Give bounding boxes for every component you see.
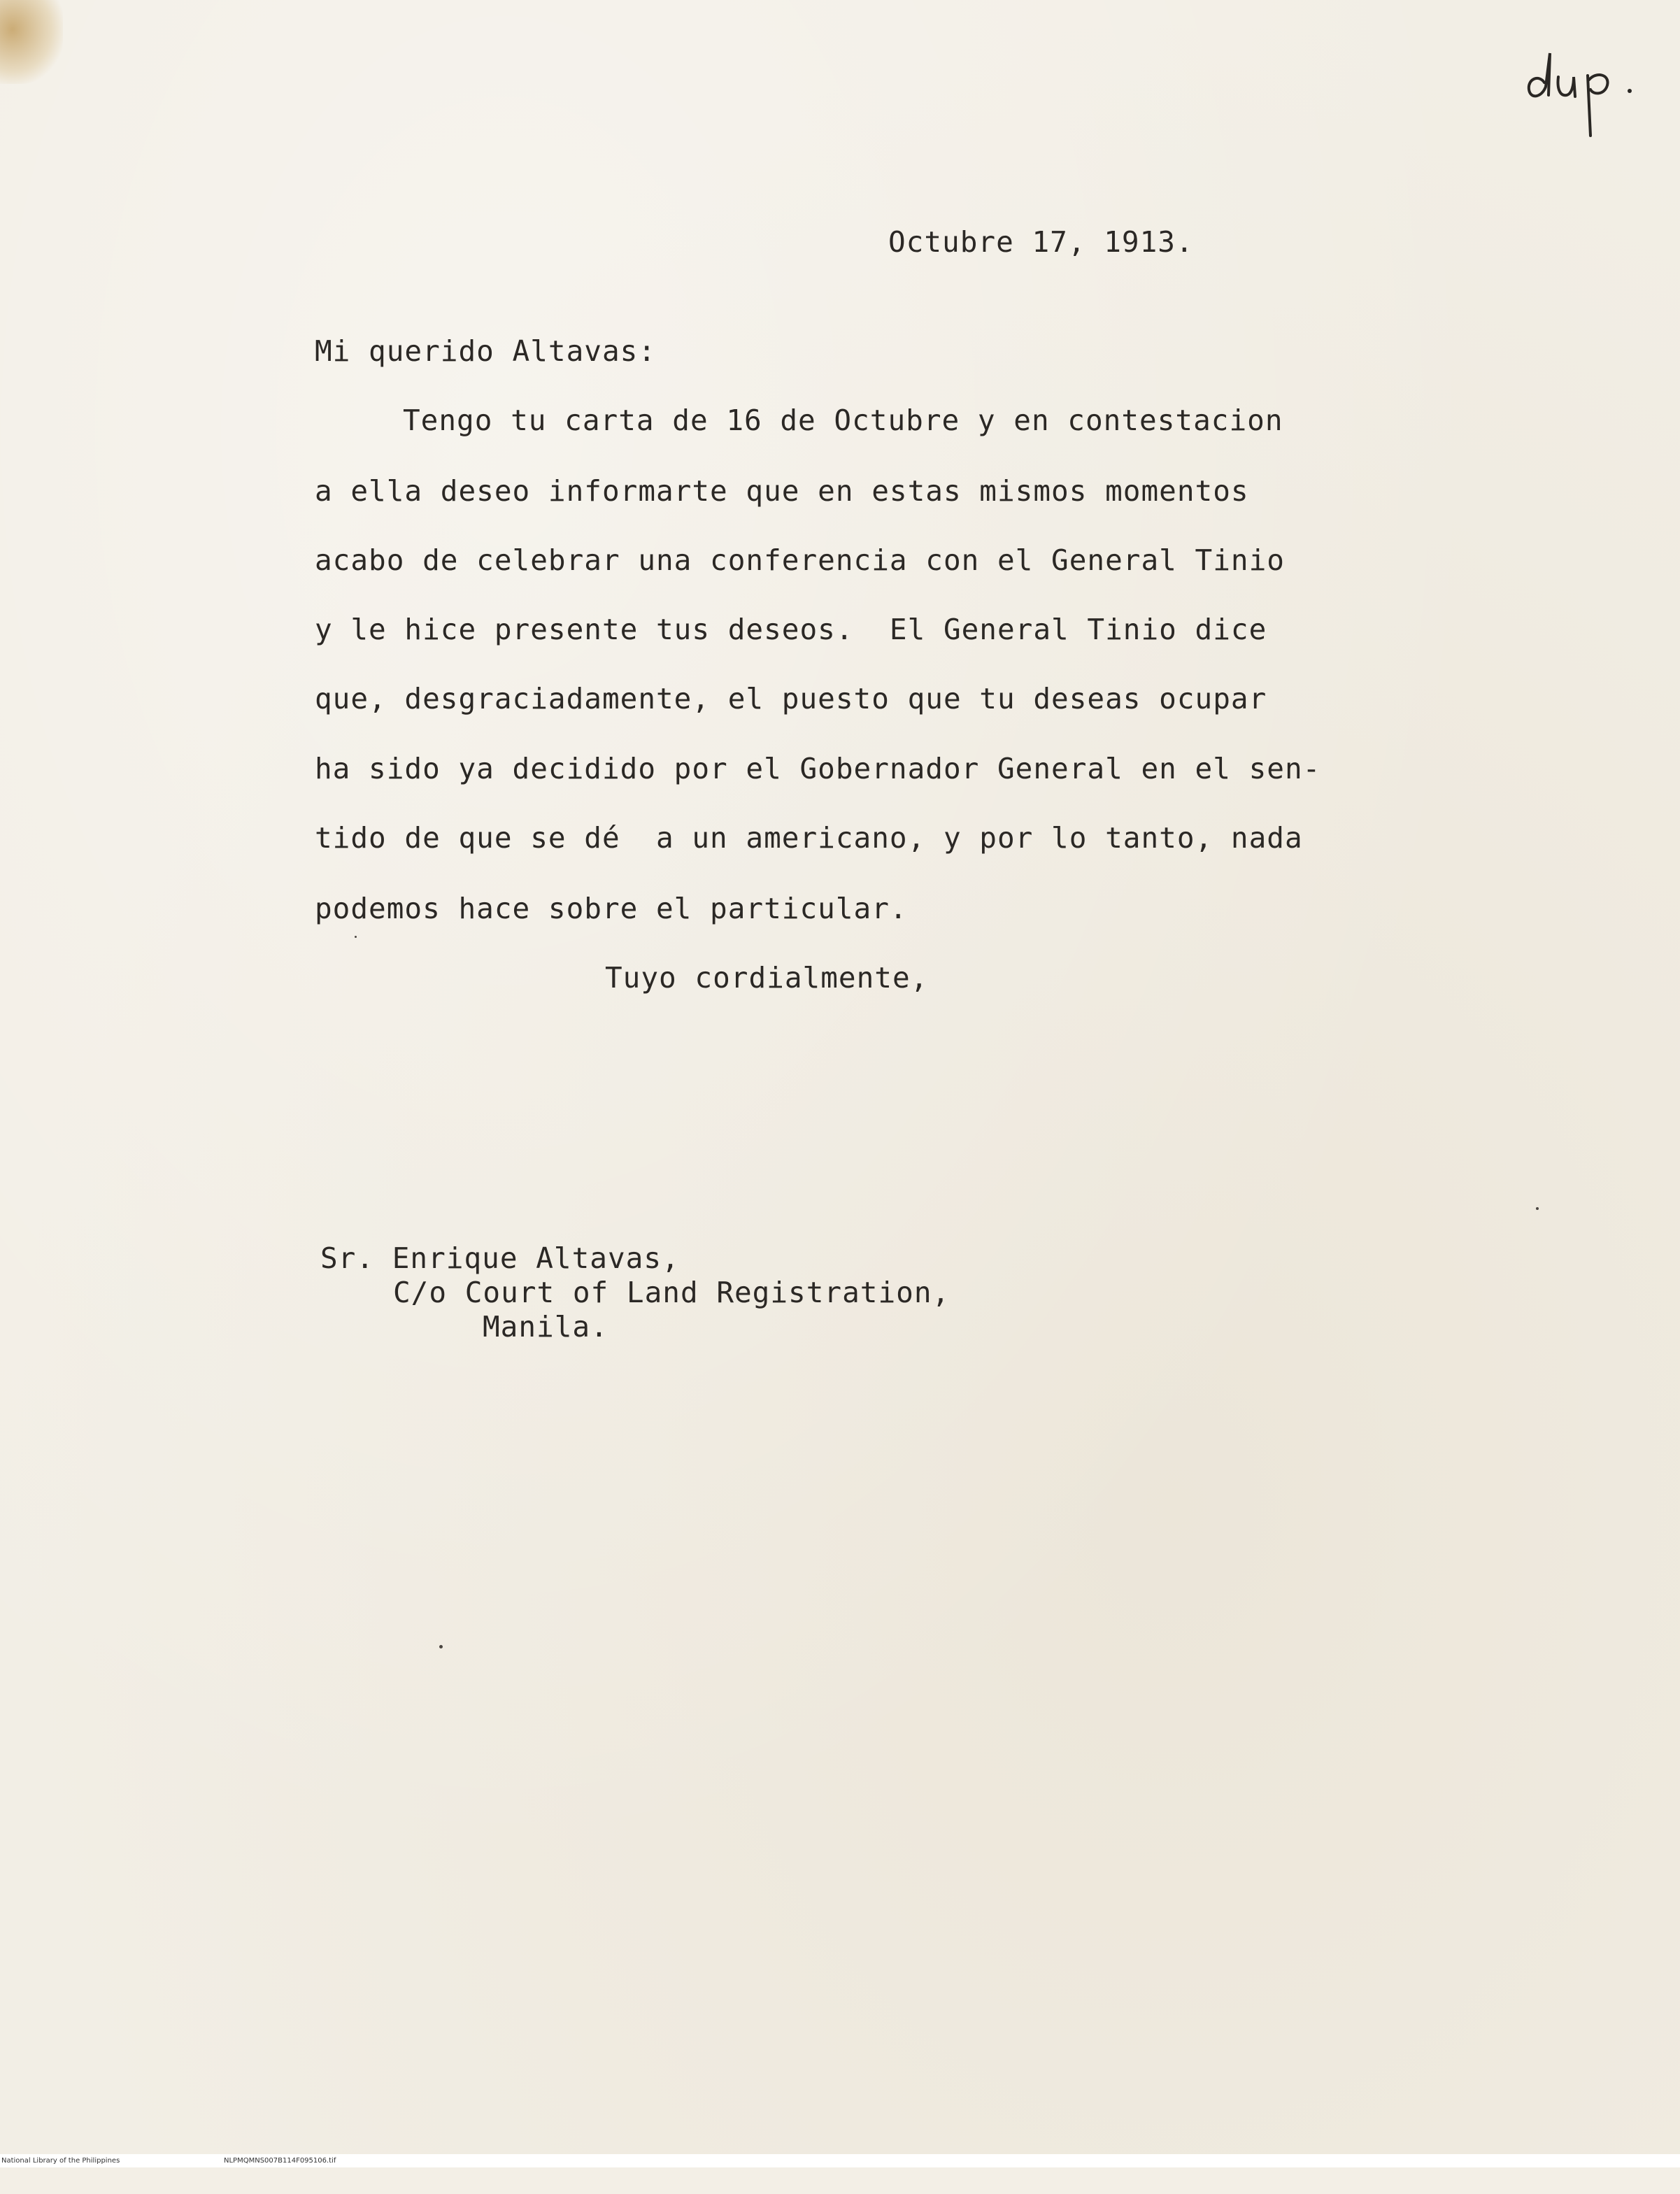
ink-fleck xyxy=(355,936,357,938)
closing: Tuyo cordialmente, xyxy=(605,961,929,995)
address-line: C/o Court of Land Registration, xyxy=(393,1276,951,1309)
salutation: Mi querido Altavas: xyxy=(315,334,656,368)
body-line: tido de que se dé a un americano, y por lo tanto, nada xyxy=(315,821,1303,855)
corner-stain xyxy=(0,0,63,84)
body-line: a ella deseo informarte que en estas mismos momentos xyxy=(315,474,1249,508)
scan-footer xyxy=(0,2154,1680,2167)
footer-library: National Library of the Philippines xyxy=(1,2157,120,2165)
body-line: que, desgraciadamente, el puesto que tu deseas ocupar xyxy=(315,682,1267,715)
body-line: y le hice presente tus deseos. El General Tinio dice xyxy=(315,613,1267,646)
footer-filename: NLPMQMNS007B114F095106.tif xyxy=(224,2157,336,2165)
address-line: Sr. Enrique Altavas, xyxy=(320,1241,680,1275)
body-line: Tengo tu carta de 16 de Octubre y en contestacion xyxy=(403,404,1283,437)
address-line: Manila. xyxy=(483,1310,608,1344)
ink-fleck xyxy=(1536,1207,1539,1210)
letter-date: Octubre 17, 1913. xyxy=(888,225,1194,259)
body-line: ha sido ya decidido por el Gobernador General en el sen- xyxy=(315,752,1321,785)
ink-fleck xyxy=(439,1645,443,1648)
body-line: podemos hace sobre el particular. xyxy=(315,892,908,925)
handwritten-note-dup xyxy=(1523,41,1649,138)
body-line: acabo de celebrar una conferencia con el General Tinio xyxy=(315,543,1285,577)
